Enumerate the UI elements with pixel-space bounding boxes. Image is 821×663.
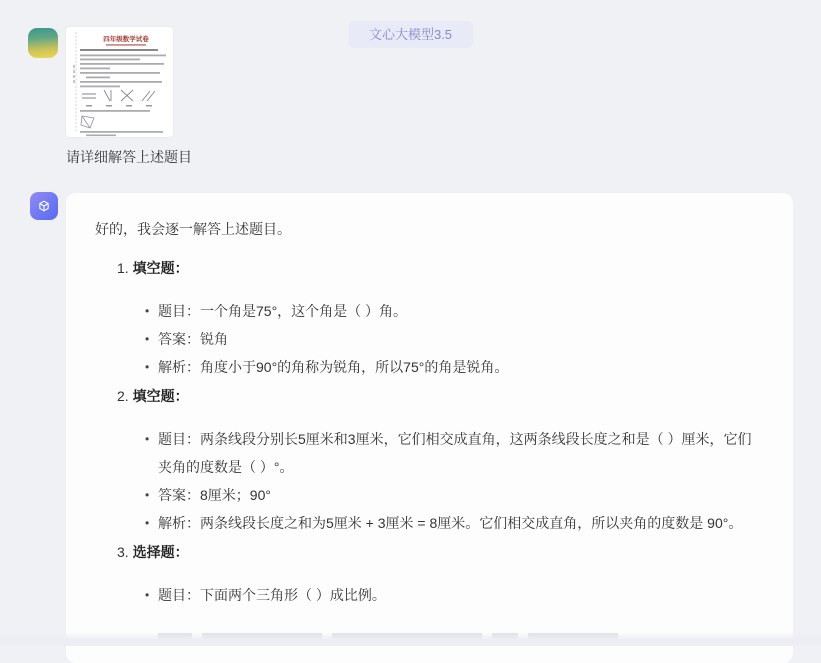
section-1-header xyxy=(117,254,763,282)
section-1-title: 填空题： xyxy=(132,260,189,276)
section-3-number: 3. xyxy=(117,544,129,560)
cube-icon xyxy=(35,197,53,215)
worksheet-preview-svg xyxy=(66,27,173,137)
user-message-text: 请详细解答上述题目 xyxy=(66,149,192,165)
section-3-bullets xyxy=(95,581,763,609)
answer-section-2 xyxy=(95,382,763,537)
answer-section-3 xyxy=(95,538,763,609)
assistant-response-card xyxy=(66,193,793,663)
section-3-header xyxy=(117,538,763,566)
bullet-answer: • 答案：8厘米；90° xyxy=(158,481,763,509)
section-3-title: 选择题： xyxy=(132,544,189,560)
section-2-bullets xyxy=(95,425,763,537)
section-2-number: 2. xyxy=(117,388,129,404)
section-2-title: 填空题： xyxy=(132,388,189,404)
streaming-next-line-ghost xyxy=(158,633,618,644)
model-version-badge: 文心大模型3.5 xyxy=(348,21,473,48)
bullet-explanation: • 解析：两条线段长度之和为5厘米 + 3厘米 = 8厘米。它们相交成直角，所以夹角的度数是 90°。 xyxy=(158,509,763,537)
assistant-message-body xyxy=(66,193,793,609)
bullet-question: • 题目：一个角是75°，这个角是（ ）角。 xyxy=(158,297,763,325)
section-1-number: 1. xyxy=(117,260,129,276)
bullet-answer: • 答案：锐角 xyxy=(158,325,763,353)
attachment-image-worksheet[interactable] xyxy=(66,27,173,137)
user-avatar xyxy=(28,28,58,58)
section-2-header xyxy=(117,382,763,410)
section-1-bullets xyxy=(95,297,763,381)
assistant-avatar xyxy=(30,192,58,220)
bullet-question: • 题目：下面两个三角形（ ）成比例。 xyxy=(158,581,763,609)
assistant-intro-text: 好的，我会逐一解答上述题目。 xyxy=(95,221,291,237)
answer-section-1 xyxy=(95,254,763,381)
worksheet-title: 四年级数学试卷 xyxy=(103,36,149,43)
bullet-explanation: • 解析：角度小于90°的角称为锐角，所以75°的角是锐角。 xyxy=(158,353,763,381)
bullet-question: • 题目：两条线段分别长5厘米和3厘米，它们相交成直角，这两条线段长度之和是（ ）厘米，它们夹角的度数是（ ）°。 xyxy=(158,425,763,481)
